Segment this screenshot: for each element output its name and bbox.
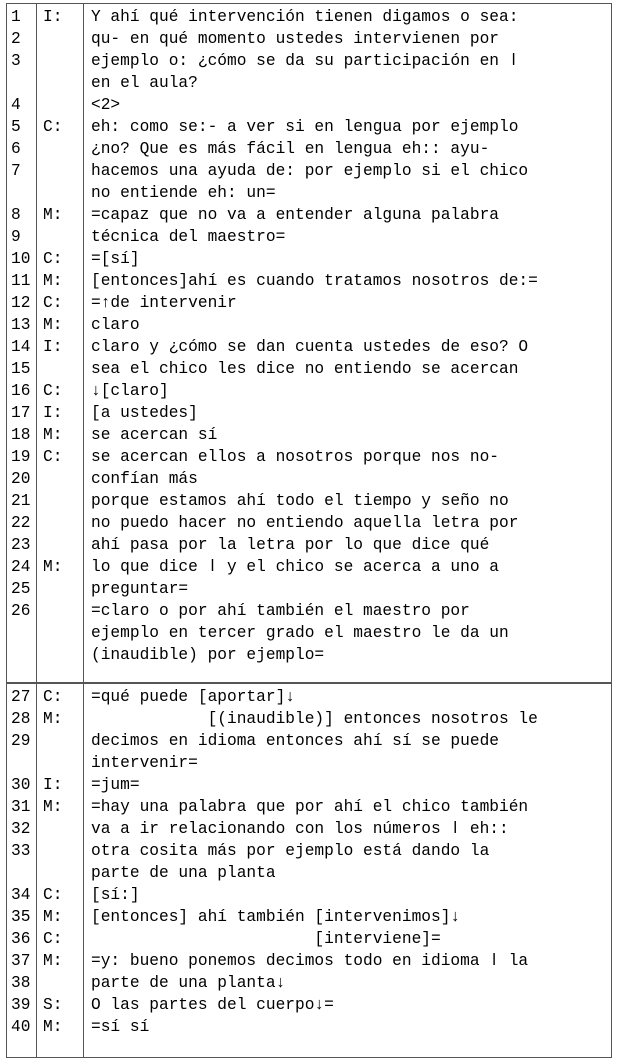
line-number: 19 [11,448,31,466]
line-number: 34 [11,886,31,904]
utterance-text: [a ustedes] [91,404,198,422]
line-number: 23 [11,536,31,554]
line-number: 21 [11,492,31,510]
transcript-row [7,160,611,182]
utterance-text: ¿no? Que es más fácil en lengua eh:: ayu- [91,140,490,158]
utterance-text: (inaudible) por ejemplo= [91,646,325,664]
utterance-text: va a ir relacionando con los números ǀ eh:: [91,820,509,838]
speaker-label: M: [43,908,63,926]
line-number: 17 [11,404,31,422]
utterance-text: parte de una planta↓ [91,974,286,992]
line-number: 4 [11,96,21,114]
utterance-text: claro [91,316,140,334]
utterance-text: hacemos una ayuda de: por ejemplo si el chico [91,162,529,180]
transcript-row [7,884,611,906]
utterance-text: ejemplo en tercer grado el maestro le da un [91,624,509,642]
utterance-text: confían más [91,470,198,488]
line-number: 12 [11,294,31,312]
transcript-row [7,358,611,380]
transcript-row [7,512,611,534]
transcript-panel-2 [6,683,612,1058]
speaker-label: C: [43,294,63,312]
speaker-label: C: [43,250,63,268]
transcript-row [7,556,611,578]
line-number: 2 [11,30,21,48]
transcript-row [7,248,611,270]
utterance-text: parte de una planta [91,864,276,882]
transcript-row [7,204,611,226]
transcript-row [7,730,611,752]
transcript-row [7,972,611,994]
speaker-label: M: [43,1018,63,1036]
utterance-text: [sí:] [91,886,140,904]
line-number: 14 [11,338,31,356]
speaker-label: S: [43,996,63,1014]
line-number: 15 [11,360,31,378]
transcript-row [7,336,611,358]
transcript-row [7,402,611,424]
utterance-text: =capaz que no va a entender alguna palabra [91,206,499,224]
transcript-row [7,862,611,884]
transcript-row [7,28,611,50]
line-number: 13 [11,316,31,334]
transcript-row [7,314,611,336]
transcript-rows-1 [7,6,611,666]
speaker-label: C: [43,886,63,904]
utterance-text: <2> [91,96,121,114]
speaker-label: I: [43,338,63,356]
transcript-row [7,578,611,600]
speaker-label: I: [43,776,63,794]
speaker-label: M: [43,316,63,334]
utterance-text: =jum= [91,776,140,794]
utterance-text: sea el chico les dice no entiendo se acercan [91,360,519,378]
utterance-text: =y: bueno ponemos decimos todo en idioma ǀ la [91,952,529,970]
transcript-row [7,906,611,928]
transcript-row [7,752,611,774]
speaker-label: M: [43,206,63,224]
utterance-text: intervenir= [91,754,198,772]
speaker-label: M: [43,272,63,290]
transcript-row [7,818,611,840]
utterance-text: ejemplo o: ¿cómo se da su participación en ǀ [91,52,519,70]
utterance-text: claro y ¿cómo se dan cuenta ustedes de eso? O [91,338,529,356]
transcript-row [7,446,611,468]
line-number: 8 [11,206,21,224]
utterance-text: [(inaudible)] entonces nosotros le [91,710,538,728]
line-number: 6 [11,140,21,158]
line-number: 36 [11,930,31,948]
utterance-text: se acercan sí [91,426,218,444]
speaker-label: M: [43,952,63,970]
utterance-text: decimos en idioma entonces ahí sí se puede [91,732,499,750]
utterance-text: otra cosita más por ejemplo está dando la [91,842,490,860]
transcript-row [7,1016,611,1038]
utterance-text: [entonces]ahí es cuando tratamos nosotros de:= [91,272,538,290]
speaker-label: I: [43,8,63,26]
transcript-row [7,424,611,446]
line-number: 1 [11,8,21,26]
speaker-label: M: [43,710,63,728]
speaker-label: I: [43,404,63,422]
speaker-label: M: [43,798,63,816]
utterance-text: no entiende eh: un= [91,184,276,202]
line-number: 9 [11,228,21,246]
line-number: 32 [11,820,31,838]
utterance-text: preguntar= [91,580,189,598]
utterance-text: ↓[claro] [91,382,169,400]
transcript-row [7,644,611,666]
line-number: 38 [11,974,31,992]
transcript-row [7,72,611,94]
utterance-text: [interviene]= [91,930,441,948]
line-number: 18 [11,426,31,444]
line-number: 3 [11,52,21,70]
transcript-rows-2 [7,686,611,1038]
speaker-label: M: [43,558,63,576]
transcript-row [7,708,611,730]
utterance-text: lo que dice ǀ y el chico se acerca a uno a [91,558,499,576]
transcript-row [7,928,611,950]
transcript-row [7,686,611,708]
utterance-text: =[sí] [91,250,140,268]
transcript-row [7,796,611,818]
transcript-row [7,50,611,72]
utterance-text: no puedo hacer no entiendo aquella letra por [91,514,519,532]
line-number: 29 [11,732,31,750]
line-number: 24 [11,558,31,576]
transcript-row [7,380,611,402]
transcript-row [7,600,611,622]
line-number: 35 [11,908,31,926]
line-number: 11 [11,272,31,290]
line-number: 10 [11,250,31,268]
utterance-text: porque estamos ahí todo el tiempo y seño no [91,492,509,510]
line-number: 20 [11,470,31,488]
transcript-row [7,840,611,862]
line-number: 28 [11,710,31,728]
utterance-text: eh: como se:- a ver si en lengua por ejemplo [91,118,519,136]
transcript-row [7,270,611,292]
line-number: 39 [11,996,31,1014]
utterance-text: Y ahí qué intervención tienen digamos o sea: [91,8,519,26]
utterance-text: se acercan ellos a nosotros porque nos no- [91,448,499,466]
transcript-panel-1 [6,3,612,683]
transcript-row [7,226,611,248]
line-number: 30 [11,776,31,794]
line-number: 22 [11,514,31,532]
line-number: 26 [11,602,31,620]
transcript-row [7,116,611,138]
speaker-label: C: [43,118,63,136]
transcript-row [7,468,611,490]
transcript-row [7,6,611,28]
utterance-text: técnica del maestro= [91,228,286,246]
transcript-row [7,622,611,644]
utterance-text: =hay una palabra que por ahí el chico también [91,798,529,816]
line-number: 5 [11,118,21,136]
speaker-label: C: [43,688,63,706]
utterance-text: O las partes del cuerpo↓= [91,996,334,1014]
speaker-label: C: [43,448,63,466]
transcript-row [7,950,611,972]
utterance-text: =sí sí [91,1018,150,1036]
line-number: 27 [11,688,31,706]
transcript-row [7,138,611,160]
transcript-row [7,94,611,116]
line-number: 37 [11,952,31,970]
line-number: 40 [11,1018,31,1036]
transcript-row [7,182,611,204]
transcript-row [7,994,611,1016]
utterance-text: =qué puede [aportar]↓ [91,688,295,706]
transcript-row [7,490,611,512]
line-number: 16 [11,382,31,400]
utterance-text: [entonces] ahí también [intervenimos]↓ [91,908,461,926]
utterance-text: ahí pasa por la letra por lo que dice qué [91,536,490,554]
speaker-label: M: [43,426,63,444]
transcript-row [7,774,611,796]
speaker-label: C: [43,930,63,948]
utterance-text: qu- en qué momento ustedes intervienen por [91,30,499,48]
line-number: 25 [11,580,31,598]
speaker-label: C: [43,382,63,400]
line-number: 7 [11,162,21,180]
utterance-text: en el aula? [91,74,198,92]
utterance-text: =claro o por ahí también el maestro por [91,602,470,620]
transcript-row [7,292,611,314]
line-number: 31 [11,798,31,816]
line-number: 33 [11,842,31,860]
transcript-row [7,534,611,556]
utterance-text: =↑de intervenir [91,294,237,312]
